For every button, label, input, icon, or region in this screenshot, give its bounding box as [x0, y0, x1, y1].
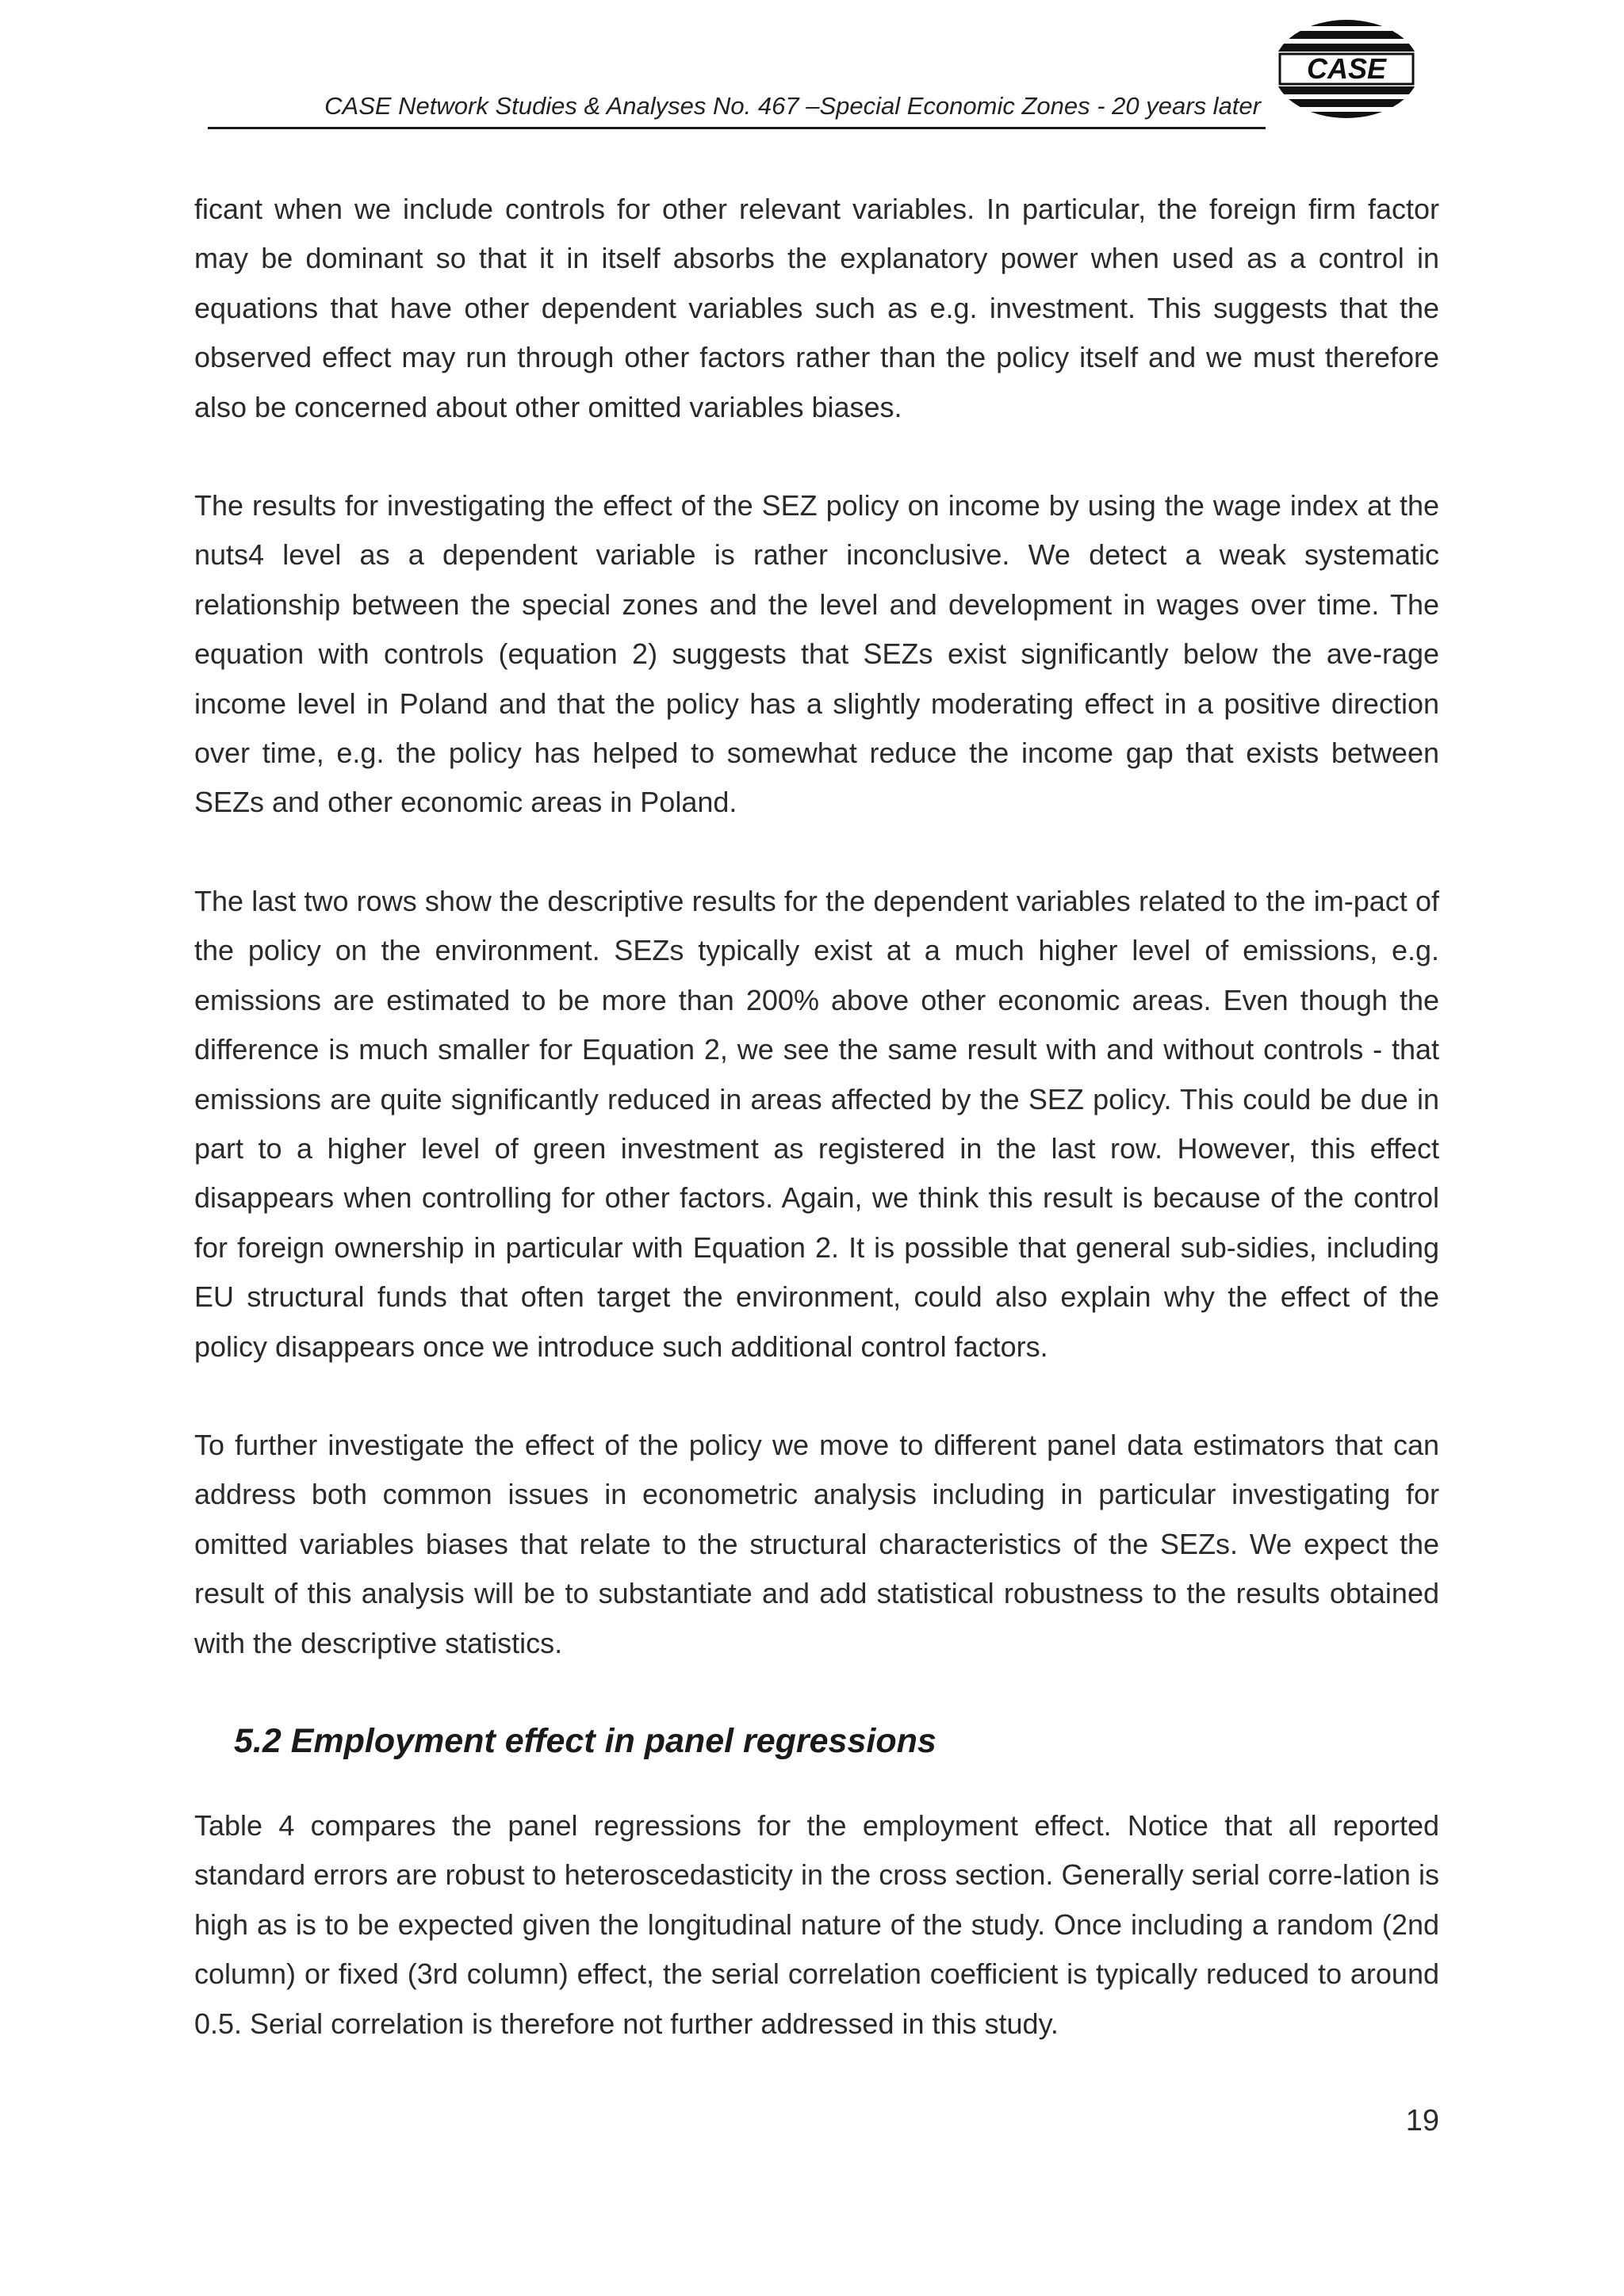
- main-content: [194, 185, 1439, 2098]
- paragraph: To further investigate the effect of the policy we move to different panel data estimators that can address both common issues in econometric analysis including in particular investigating for omitted variables biases that relate to the structural characteristics of the SEZs. We expect the result of this analysis will be to substantiate and add statistical robustness to the results obtained with the descriptive statistics.: [194, 1428, 1439, 1659]
- paragraph: The last two rows show the descriptive results for the dependent variables related to the im-pact of the policy on the environment. SEZs typically exist at a much higher level of emissions, e.g. emissions are estimated to be more than 200% above other economic areas. Even though the difference is much smaller for Equation 2, we see the same result with and without controls - that emissions are quite significantly reduced in areas affected by the SEZ policy. This could be due in part to a higher level of green investment as registered in the last row. However, this effect disappears when controlling for other factors. Again, we think this result is because of the control for foreign ownership in particular with Equation 2. It is possible that general sub-sidies, including EU structural funds that often target the environment, could also explain why the effect of the policy disappears once we introduce such additional control factors.: [194, 884, 1439, 1363]
- paragraph: ficant when we include controls for other relevant variables. In particular, the foreign firm factor may be dominant so that it in itself absorbs the explanatory power when used as a control in equations that have other dependent variables such as e.g. investment. This suggests that the observed effect may run through other factors rather than the policy itself and we must therefore also be concerned about other omitted variables biases.: [194, 193, 1439, 423]
- running-header: [208, 89, 1266, 129]
- section-heading: 5.2 Employment effect in panel regressions: [234, 1721, 936, 1760]
- page-number: 19: [1405, 2104, 1439, 2137]
- paragraph: The results for investigating the effect of the SEZ policy on income by using the wage index at the nuts4 level as a dependent variable is rather inconclusive. We detect a weak systematic relationship between the special zones and the level and development in wages over time. The equation with controls (equation 2) suggests that SEZs exist significantly below the ave-rage income level in Poland and that the policy has a slightly moderating effect in a positive direction over time, e.g. the policy has helped to somewhat reduce the income gap that exists between SEZs and other economic areas in Poland.: [194, 489, 1439, 819]
- logo-text: CASE: [1306, 52, 1387, 85]
- case-logo: [1267, 14, 1426, 124]
- header-title: CASE Network Studies & Analyses No. 467 –Special Economic Zones - 20 years later: [324, 92, 1261, 120]
- paragraph: Table 4 compares the panel regressions for the employment effect. Notice that all reported standard errors are robust to heteroscedasticity in the cross section. Generally serial corre-lation is high as is to be expected given the longitudinal nature of the study. Once including a random (2nd column) or fixed (3rd column) effect, the serial correlation coefficient is typically reduced to around 0.5. Serial correlation is therefore not further addressed in this study.: [194, 1808, 1439, 2040]
